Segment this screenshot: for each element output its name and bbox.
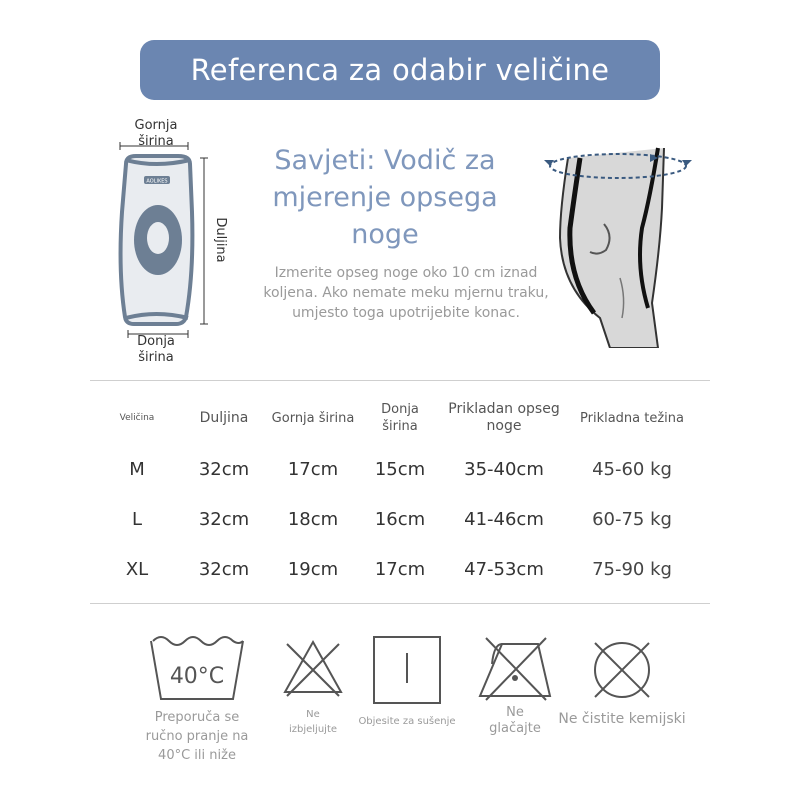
leg-illustration	[540, 128, 700, 348]
brand-label: AOLIKES	[146, 178, 168, 185]
tips-body: Izmerite opseg noge oko 10 cm iznad koljena. Ako nemate meku mjernu traku, umjesto toga upotrijebite konac.	[263, 265, 549, 321]
table-cell: 60-75 kg	[592, 508, 672, 530]
length-label: Duljina	[213, 217, 228, 263]
table-cell: 35-40cm	[464, 458, 544, 480]
care-label: Ne glačajte	[489, 705, 541, 736]
table-cell: 75-90 kg	[592, 558, 672, 580]
header-top-width: Gornja širina	[271, 410, 355, 426]
table-cell: 18cm	[287, 508, 339, 530]
table-cell: 17cm	[287, 458, 339, 480]
tips-title: Savjeti: Vodič za mjerenje opsega noge	[272, 145, 498, 250]
table-cell: 32cm	[198, 458, 250, 480]
wash-temperature-text: 40°C	[169, 664, 225, 689]
table-cell: 19cm	[287, 558, 339, 580]
care-label: Ne čistite kemijski	[558, 711, 686, 727]
table-cell: 32cm	[198, 508, 250, 530]
header-bottom-width: Donja širina	[381, 402, 419, 434]
page-title: Referenca za odabir veličine	[140, 40, 660, 100]
table-cell: 47-53cm	[464, 558, 544, 580]
table-cell: XL	[125, 558, 149, 580]
top-width-label: Gornja širina	[134, 118, 178, 149]
hang-dry-icon	[372, 635, 442, 709]
table-top-divider	[90, 380, 710, 381]
table-cell: 17cm	[374, 558, 426, 580]
table-cell: 45-60 kg	[592, 458, 672, 480]
knee-sleeve-diagram	[108, 112, 238, 372]
table-bottom-divider	[90, 603, 710, 604]
table-cell: 15cm	[374, 458, 426, 480]
hand-wash-40-icon	[147, 633, 247, 707]
leg-measure-icon	[540, 128, 700, 348]
no-dry-clean-icon	[589, 637, 655, 707]
header-size: Veličina	[119, 412, 155, 423]
table-cell: L	[131, 508, 143, 530]
table-cell: 41-46cm	[464, 508, 544, 530]
table-cell: M	[129, 458, 145, 480]
care-label: Objesite za sušenje	[358, 716, 456, 727]
no-iron-icon	[472, 634, 558, 708]
no-bleach-icon	[281, 636, 345, 704]
table-cell: 32cm	[198, 558, 250, 580]
header-weight: Prikladna težina	[580, 410, 684, 426]
care-label: Preporuča se ručno pranje na 40°C ili niže	[145, 710, 249, 763]
bottom-width-label: Donja širina	[137, 334, 175, 365]
header-leg-circumference: Prikladan opseg noge	[448, 401, 560, 434]
care-label: Ne izbjeljujte	[288, 709, 338, 735]
table-cell: 16cm	[374, 508, 426, 530]
header-length: Duljina	[199, 409, 249, 426]
